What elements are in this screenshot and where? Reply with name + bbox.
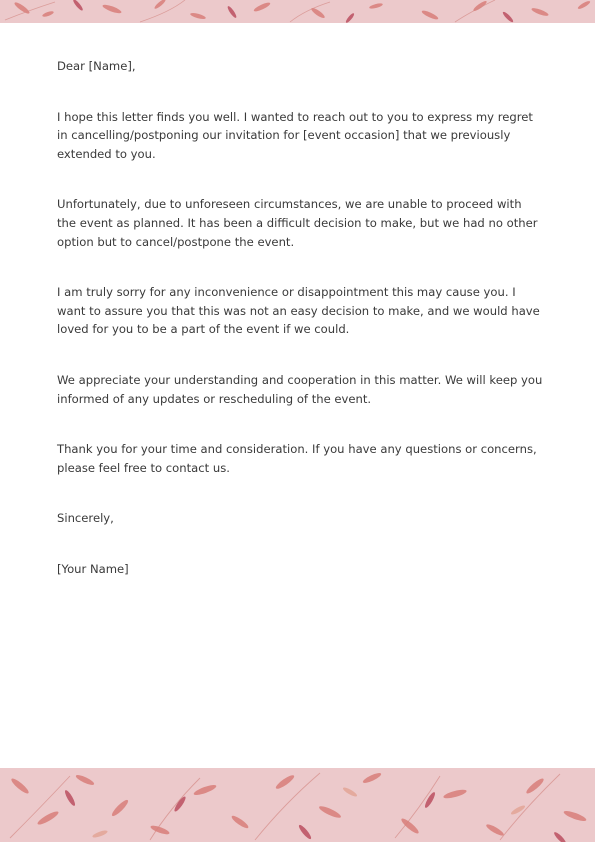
letter-paragraph: Unfortunately, due to unforeseen circumstances, we are unable to proceed with the event as planned. It has been a difficult decision to make, but we had no other option but to cancel/postpone the event. [57, 197, 538, 249]
letter-paragraph: I hope this letter finds you well. I wanted to reach out to you to express my regret in cancelling/postponing our invitation for [event occasion] that we previously extended to you. [57, 109, 533, 161]
letter-signature: [Your Name] [57, 561, 129, 576]
letter-paragraph: We appreciate your understanding and cooperation in this matter. We will keep you informed of any updates or rescheduling of the event. [57, 372, 543, 406]
letter-paragraph: I am truly sorry for any inconvenience or disappointment this may cause you. I want to assure you that this was not an easy decision to make, and we would have loved for you to be a part of the event if we could. [57, 285, 540, 337]
leaf-pattern-top [0, 0, 595, 23]
letter-paragraph: Thank you for your time and consideration. If you have any questions or concerns, please feel free to contact us. [57, 442, 537, 475]
header-leaf-band [0, 0, 595, 23]
letter-body [57, 57, 543, 579]
leaf-pattern-bottom [0, 768, 595, 842]
letter-closing: Sincerely, [57, 511, 114, 526]
footer-leaf-band [0, 768, 595, 842]
letter-greeting: Dear [Name], [57, 59, 136, 73]
